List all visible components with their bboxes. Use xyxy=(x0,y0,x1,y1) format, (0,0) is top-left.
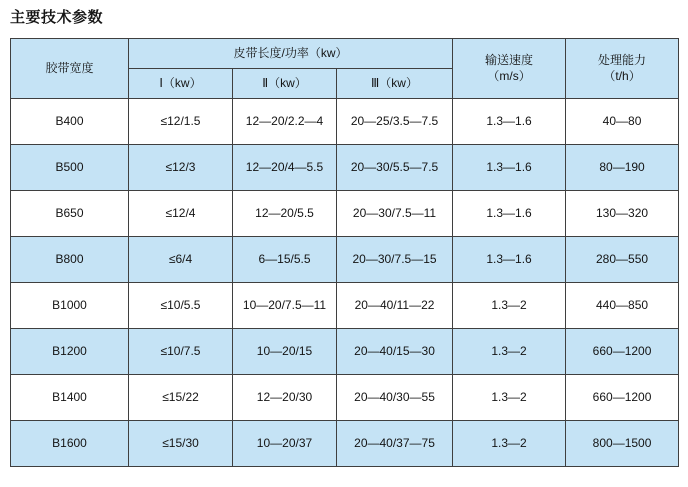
cell-capacity: 660—1200 xyxy=(566,375,679,421)
cell-power-ii: 12—20/2.2—4 xyxy=(233,99,337,145)
cell-capacity: 800—1500 xyxy=(566,421,679,467)
cell-belt-width: B1000 xyxy=(11,283,129,329)
technical-parameters-table xyxy=(10,38,679,467)
table-header-row-1 xyxy=(11,39,679,69)
cell-power-iii: 20—30/7.5—11 xyxy=(337,191,453,237)
header-belt-length-power-group: 皮带长度/功率（kw） xyxy=(129,39,453,69)
cell-power-i: ≤6/4 xyxy=(129,237,233,283)
table-row xyxy=(11,421,679,467)
table-row xyxy=(11,145,679,191)
header-sub-i: Ⅰ（kw） xyxy=(129,69,233,99)
cell-power-ii: 10—20/37 xyxy=(233,421,337,467)
table-row xyxy=(11,237,679,283)
cell-capacity: 440—850 xyxy=(566,283,679,329)
table-header xyxy=(11,39,679,99)
cell-power-ii: 10—20/15 xyxy=(233,329,337,375)
cell-belt-width: B650 xyxy=(11,191,129,237)
header-capacity-line1: 处理能力 xyxy=(598,52,647,67)
cell-power-iii: 20—30/5.5—7.5 xyxy=(337,145,453,191)
cell-speed: 1.3—1.6 xyxy=(453,237,566,283)
cell-belt-width: B1600 xyxy=(11,421,129,467)
table-row xyxy=(11,191,679,237)
cell-power-i: ≤12/3 xyxy=(129,145,233,191)
cell-capacity: 280—550 xyxy=(566,237,679,283)
cell-power-iii: 20—40/11—22 xyxy=(337,283,453,329)
cell-capacity: 80—190 xyxy=(566,145,679,191)
cell-belt-width: B1200 xyxy=(11,329,129,375)
cell-power-iii: 20—40/15—30 xyxy=(337,329,453,375)
cell-power-i: ≤10/7.5 xyxy=(129,329,233,375)
cell-belt-width: B400 xyxy=(11,99,129,145)
cell-speed: 1.3—2 xyxy=(453,375,566,421)
cell-power-ii: 10—20/7.5—11 xyxy=(233,283,337,329)
header-conveying-speed xyxy=(453,39,566,99)
cell-power-iii: 20—40/30—55 xyxy=(337,375,453,421)
table-body xyxy=(11,99,679,467)
cell-power-i: ≤12/4 xyxy=(129,191,233,237)
header-belt-width: 胶带宽度 xyxy=(11,39,129,99)
header-conveying-speed-line1: 输送速度 xyxy=(485,52,534,67)
header-sub-ii: Ⅱ（kw） xyxy=(233,69,337,99)
cell-belt-width: B1400 xyxy=(11,375,129,421)
table-row xyxy=(11,329,679,375)
cell-power-ii: 12—20/5.5 xyxy=(233,191,337,237)
table-row xyxy=(11,283,679,329)
cell-speed: 1.3—1.6 xyxy=(453,99,566,145)
table-row xyxy=(11,99,679,145)
cell-power-iii: 20—30/7.5—15 xyxy=(337,237,453,283)
cell-speed: 1.3—1.6 xyxy=(453,145,566,191)
cell-belt-width: B800 xyxy=(11,237,129,283)
cell-power-i: ≤12/1.5 xyxy=(129,99,233,145)
cell-speed: 1.3—2 xyxy=(453,421,566,467)
header-sub-iii: Ⅲ（kw） xyxy=(337,69,453,99)
header-capacity xyxy=(566,39,679,99)
cell-power-ii: 12—20/30 xyxy=(233,375,337,421)
cell-power-iii: 20—25/3.5—7.5 xyxy=(337,99,453,145)
cell-capacity: 130—320 xyxy=(566,191,679,237)
cell-power-i: ≤15/30 xyxy=(129,421,233,467)
header-conveying-speed-line2: （m/s） xyxy=(487,68,531,83)
cell-capacity: 40—80 xyxy=(566,99,679,145)
cell-power-ii: 6—15/5.5 xyxy=(233,237,337,283)
cell-belt-width: B500 xyxy=(11,145,129,191)
cell-speed: 1.3—2 xyxy=(453,329,566,375)
cell-power-i: ≤10/5.5 xyxy=(129,283,233,329)
cell-speed: 1.3—2 xyxy=(453,283,566,329)
cell-power-i: ≤15/22 xyxy=(129,375,233,421)
cell-power-ii: 12—20/4—5.5 xyxy=(233,145,337,191)
cell-capacity: 660—1200 xyxy=(566,329,679,375)
header-capacity-line2: （t/h） xyxy=(603,68,641,83)
page-title: 主要技术参数 xyxy=(10,9,104,26)
cell-power-iii: 20—40/37—75 xyxy=(337,421,453,467)
cell-speed: 1.3—1.6 xyxy=(453,191,566,237)
table-row xyxy=(11,375,679,421)
